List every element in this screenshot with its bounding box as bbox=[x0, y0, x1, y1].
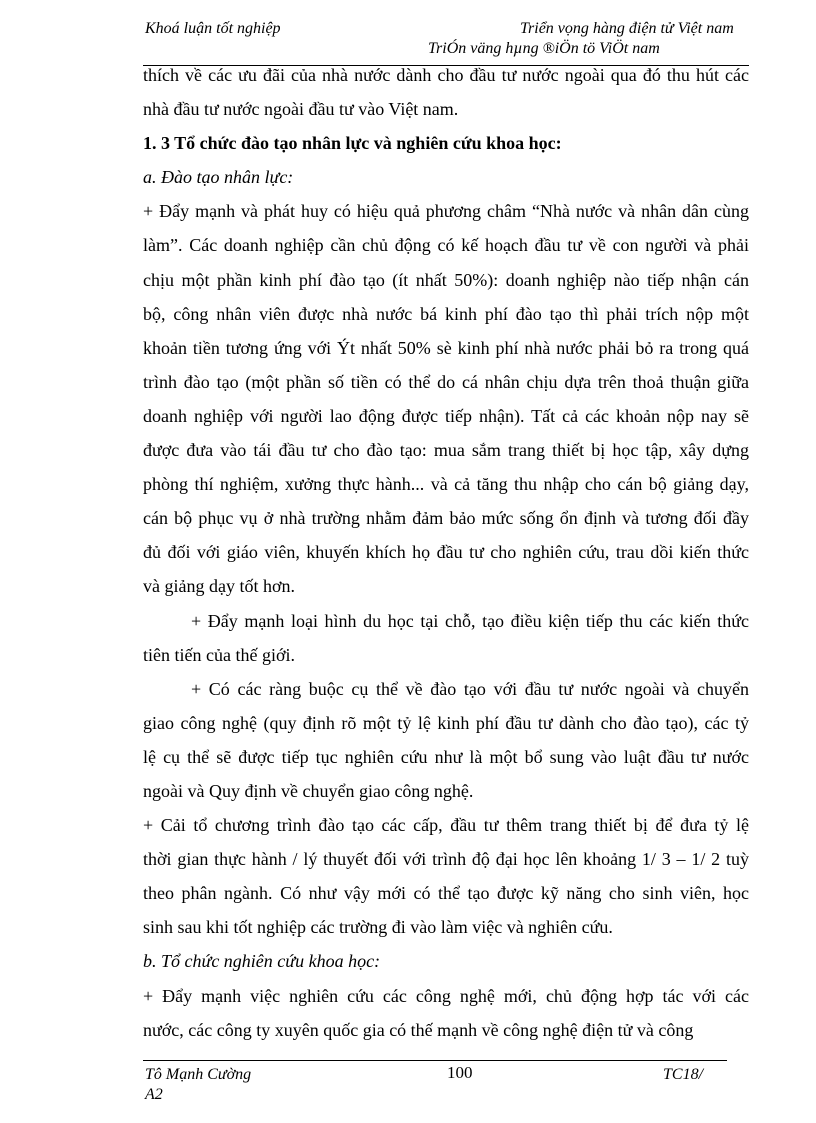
subsection-heading: a. Đào tạo nhân lực: bbox=[143, 167, 294, 188]
body-line: nước, các công ty xuyên quốc gia có thế mạnh về công nghệ điện tử và công bbox=[143, 1019, 694, 1040]
header-right: Triển vọng hàng điện tử Việt nam bbox=[520, 20, 734, 37]
body-line: chịu một phần kinh phí đào tạo (ít nhất 50%): doanh nghiệp nào tiếp nhận cán bbox=[143, 269, 749, 290]
header-left: Khoá luận tốt nghiệp bbox=[145, 20, 281, 37]
document-body bbox=[143, 58, 749, 1047]
body-line: thích về các ưu đãi của nhà nước dành cho đầu tư nước ngoài qua đó thu hút các bbox=[143, 65, 749, 85]
footer-class-code: TC18/ bbox=[663, 1066, 704, 1083]
body-line: sinh sau khi tốt nghiệp các trường đi vào làm việc và nghiên cứu. bbox=[143, 917, 613, 938]
subsection-heading: b. Tổ chức nghiên cứu khoa học: bbox=[143, 951, 381, 972]
body-line: khoản tiền tương ứng với Ýt nhất 50% sè kinh phí nhà nước phải bỏ ra trong quá bbox=[143, 337, 749, 358]
body-line: + Cải tổ chương trình đào tạo các cấp, đầu tư thêm trang thiết bị để đưa tỷ lệ bbox=[143, 815, 749, 836]
footer-rule bbox=[143, 1060, 727, 1061]
body-line: nhà đầu tư nước ngoài đầu tư vào Việt nam. bbox=[143, 99, 459, 120]
body-line: tiên tiến của thế giới. bbox=[143, 644, 295, 665]
body-line: đủ đối với giáo viên, khuyến khích họ đầu tư cho nghiên cứu, trau dồi kiến thức bbox=[143, 542, 749, 563]
body-line: được đưa vào tái đầu tư cho đào tạo: mua sắm trang thiết bị học tập, xây dựng bbox=[143, 440, 749, 461]
body-line: doanh nghiệp với người lao động được tiếp nhận). Tất cả các khoản nộp nay sẽ bbox=[143, 405, 749, 426]
body-line: cán bộ phục vụ ở nhà trường nhằm đảm bảo mức sống ổn định và tương đối đầy bbox=[143, 508, 749, 529]
body-line: bộ, công nhân viên được nhà nước bá kinh phí đào tạo thì phải trích nộp một bbox=[143, 303, 749, 324]
body-line: + Đẩy mạnh loại hình du học tại chỗ, tạo điều kiện tiếp thu các kiến thức bbox=[191, 610, 749, 631]
body-line: + Đẩy mạnh và phát huy có hiệu quả phương châm “Nhà nước và nhân dân cùng bbox=[143, 201, 749, 222]
body-line: thời gian thực hành / lý thuyết đối với trình độ đại học lên khoảng 1/ 3 – 1/ 2 tuỳ bbox=[143, 849, 749, 870]
body-line: theo phân ngành. Có như vậy mới có thể tạo được kỹ năng cho sinh viên, học bbox=[143, 883, 749, 904]
footer-class-suffix: A2 bbox=[145, 1086, 163, 1103]
header-garbled: TriÓn väng hµng ®iÖn tö ViÖt nam bbox=[428, 40, 660, 57]
body-line: + Có các ràng buộc cụ thể về đào tạo với đầu tư nước ngoài và chuyển bbox=[191, 678, 749, 699]
body-line: giao công nghệ (quy định rõ một tỷ lệ kinh phí đầu tư dành cho đào tạo), các tỷ bbox=[143, 712, 749, 733]
body-line: làm”. Các doanh nghiệp cần chủ động có kế hoạch đầu tư về con người và phải bbox=[143, 235, 749, 256]
body-line: + Đẩy mạnh việc nghiên cứu các công nghệ mới, chủ động hợp tác với các bbox=[143, 985, 749, 1006]
body-line: phòng thí nghiệm, xưởng thực hành... và cả tăng thu nhập cho cán bộ giảng dạy, bbox=[143, 474, 749, 495]
section-heading: 1. 3 Tổ chức đào tạo nhân lực và nghiên cứu khoa học: bbox=[143, 133, 562, 154]
body-line: lệ cụ thể sẽ được tiếp tục nghiên cứu như là một bổ sung vào luật đầu tư nước bbox=[143, 746, 749, 767]
body-line: trình đào tạo (một phần số tiền có thể do cá nhân chịu dựa trên thoả thuận giữa bbox=[143, 371, 749, 392]
body-line: và giảng dạy tốt hơn. bbox=[143, 576, 295, 597]
body-line: ngoài và Quy định về chuyển giao công nghệ. bbox=[143, 780, 474, 801]
page-number: 100 bbox=[447, 1063, 473, 1082]
footer-author: Tô Mạnh Cường bbox=[145, 1066, 252, 1083]
